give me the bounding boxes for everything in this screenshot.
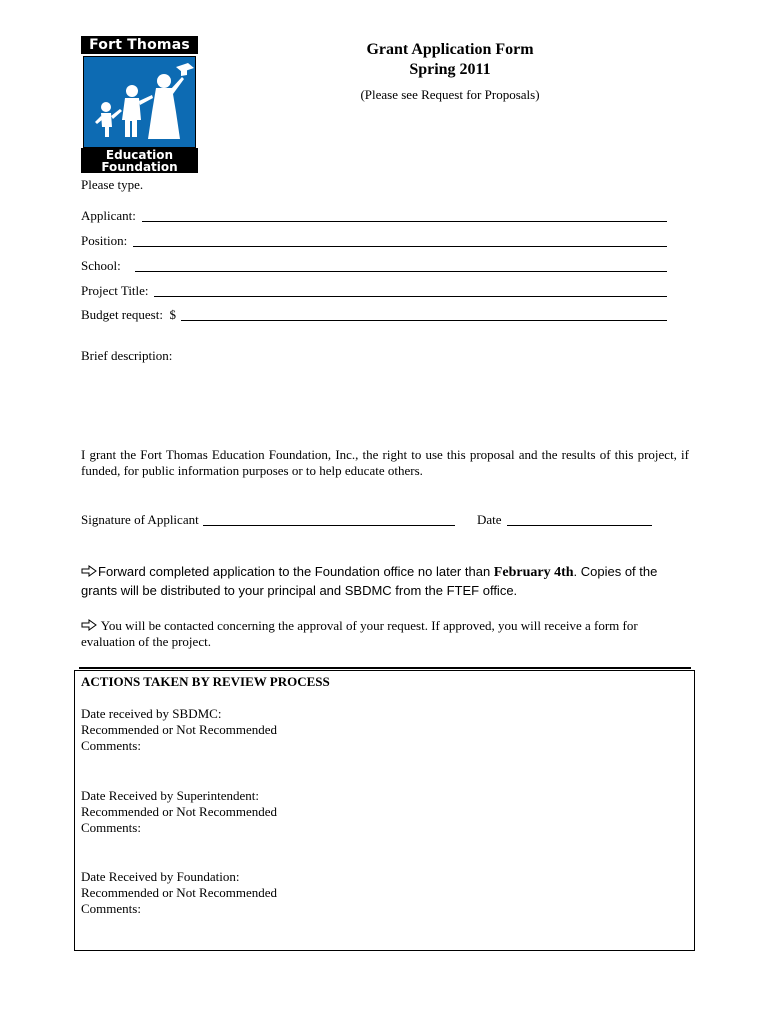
review-superintendent-section xyxy=(81,788,277,836)
form-title: Grant Application Form xyxy=(366,41,534,58)
foundation-logo xyxy=(81,36,198,173)
date-field[interactable] xyxy=(507,513,652,526)
project-title-row xyxy=(81,283,667,299)
form-season: Spring 2011 xyxy=(409,61,491,78)
review-sbdmc-section xyxy=(81,706,277,754)
foundation-received-label: Date Received by Foundation: xyxy=(81,869,240,884)
grant-statement: I grant the Fort Thomas Education Foundation, Inc., the right to use this proposal and the results of this project, if funded, for public information purposes or to help educate others. xyxy=(81,447,689,478)
school-row xyxy=(81,258,667,274)
review-foundation-section xyxy=(81,869,277,917)
forward-deadline: February 4th xyxy=(493,565,574,580)
sbdmc-comments-label: Comments: xyxy=(81,738,141,753)
superintendent-recommendation: Recommended or Not Recommended xyxy=(81,804,278,819)
form-subtitle: (Please see Request for Proposals) xyxy=(360,87,540,102)
date-label: Date xyxy=(477,512,502,527)
right-arrow-icon xyxy=(81,619,97,631)
logo-bottom-text xyxy=(81,148,198,173)
position-field[interactable] xyxy=(133,234,667,247)
review-heading: ACTIONS TAKEN BY REVIEW PROCESS xyxy=(81,674,330,689)
logo-figures-graphic xyxy=(83,56,196,148)
family-silhouette-icon xyxy=(84,57,195,147)
right-arrow-icon xyxy=(81,565,97,577)
project-title-field[interactable] xyxy=(154,284,667,297)
applicant-field[interactable] xyxy=(142,209,667,222)
logo-top-text: Fort Thomas xyxy=(81,36,198,54)
position-row xyxy=(81,233,667,249)
applicant-label: Applicant: xyxy=(81,208,136,223)
contact-note-text: You will be contacted concerning the approval of your request. If approved, you will receive a form for evaluation of the project. xyxy=(81,618,638,649)
signature-label: Signature of Applicant xyxy=(81,512,199,527)
forward-note-suffix: . Copies of the xyxy=(573,564,658,579)
logo-bottom-line1: Education xyxy=(105,148,174,162)
position-label: Position: xyxy=(81,233,128,248)
budget-row xyxy=(81,307,667,323)
project-title-label: Project Title: xyxy=(81,283,149,298)
superintendent-received-label: Date Received by Superintendent: xyxy=(81,788,259,803)
instruction-text: Please type. xyxy=(81,177,144,192)
date-row xyxy=(477,512,652,528)
foundation-comments-label: Comments: xyxy=(81,901,141,916)
brief-description-label: Brief description: xyxy=(81,348,173,363)
forward-note-text: Forward completed application to the Foundation office no later than xyxy=(98,564,494,579)
budget-label: Budget request: $ xyxy=(81,307,176,322)
logo-bottom-line2: Foundation xyxy=(101,160,178,174)
school-label: School: xyxy=(81,258,121,273)
contact-note xyxy=(81,618,689,650)
sbdmc-recommendation: Recommended or Not Recommended xyxy=(81,722,278,737)
forward-note-line2: grants will be distributed to your principal and SBDMC from the FTEF office. xyxy=(81,583,518,598)
budget-field[interactable] xyxy=(181,308,667,321)
forward-note xyxy=(81,563,689,600)
signature-row xyxy=(81,512,455,528)
foundation-recommendation: Recommended or Not Recommended xyxy=(81,885,278,900)
signature-field[interactable] xyxy=(203,513,455,526)
school-field[interactable] xyxy=(135,259,667,272)
review-top-rule xyxy=(79,667,691,669)
applicant-row xyxy=(81,208,667,224)
sbdmc-received-label: Date received by SBDMC: xyxy=(81,706,222,721)
superintendent-comments-label: Comments: xyxy=(81,820,141,835)
brief-description-area[interactable] xyxy=(81,368,689,438)
